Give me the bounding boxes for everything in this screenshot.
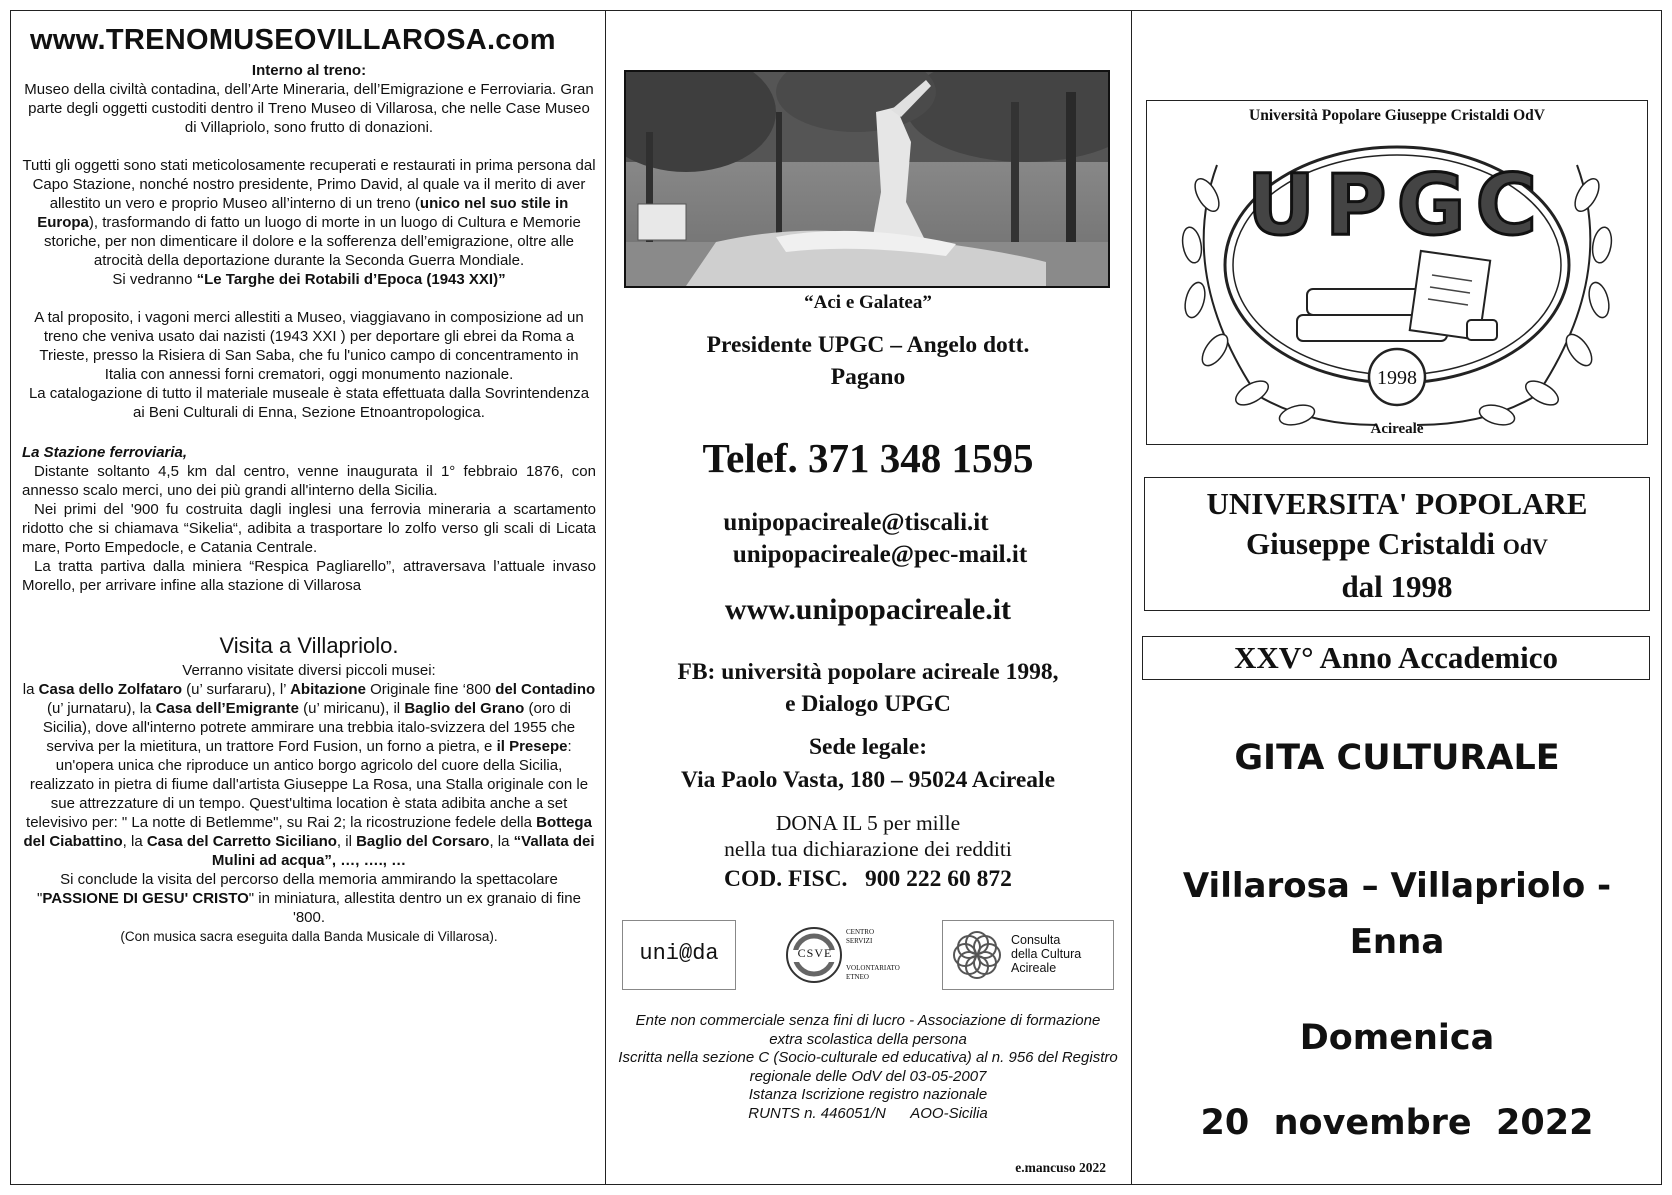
- codice-fiscale: COD. FISC. 900 222 60 872: [724, 866, 1012, 892]
- signature: e.mancuso 2022: [1015, 1160, 1106, 1175]
- csve-text: CSVE: [797, 946, 833, 960]
- paragraph-3: A tal proposito, i vagoni merci allestiti a Museo, viaggiavano in composizione ad un treno che veniva usato dai nazisti (1943 XXI ) per deportare gli ebrei da Roma a Trieste, presso la Risiera di San Saba, che fu l'unico campo di concentramento in Italia con annessi forni crematori, oggi monumento nazionale.: [34, 309, 584, 383]
- visita-b: del Contadino: [495, 681, 596, 698]
- visita-b: “Vallata dei Mulini ad acqua”, …, …., …: [211, 833, 595, 869]
- paragraph-1: Museo della civiltà contadina, dell’Arte Mineraria, dell’Emigrazione e Ferroviaria. Gran parte degli oggetti custoditi dentro il Treno Museo di Villarosa, che nelle Case Museo di Villapriolo, sono frutto di donazioni.: [24, 81, 594, 136]
- university-name-box: [1144, 477, 1650, 611]
- trip-day: Domenica: [1299, 1018, 1495, 1058]
- fb-line1: FB: università popolare acireale 1998,: [677, 659, 1059, 685]
- gita-title: GITA CULTURALE: [1234, 738, 1560, 778]
- univ-line3: dal 1998: [1341, 569, 1453, 604]
- csve-s1: CENTRO: [846, 928, 874, 936]
- visita-t: : un'opera unica che riproduce un antico borgo agricolo del cuore della Sicilia, realizzato in pietra di fiume dall'artista Giuseppe La Rosa, una Stalla originale con le sue attrezzature di un tempo. Quest'ultima location è stata adibita anche a set televisivo per: " La notte di Betlemme", su Rai 2; la ricostruzione fedele della: [26, 738, 589, 831]
- csve-s4: ETNEO: [846, 973, 869, 981]
- sede-legale: [606, 731, 1130, 797]
- consulta-logo: [942, 920, 1114, 990]
- logo-year: 1998: [1377, 367, 1417, 389]
- paragraph-2: [22, 156, 596, 289]
- csve-s2: SERVIZI: [846, 937, 873, 945]
- trip-date: 20 novembre 2022: [1200, 1103, 1594, 1143]
- univ-line2: [1145, 524, 1649, 567]
- presidente: [606, 329, 1130, 393]
- stazione-title: La Stazione ferroviaria,: [22, 444, 188, 461]
- aci-galatea-photo: [624, 70, 1110, 288]
- dona-line1: DONA IL 5 per mille: [775, 811, 961, 835]
- visita-t: (u’ miricanu), il: [299, 700, 405, 717]
- csve-logo: [780, 920, 898, 990]
- visita-b: Casa dello Zolfataro: [38, 681, 183, 698]
- visita-b: Abitazione: [290, 681, 366, 698]
- visita-b: Casa dell’Emigrante: [155, 700, 300, 717]
- statue-photo-graphic: [626, 72, 1108, 286]
- consulta-t3: Acireale: [1011, 961, 1057, 975]
- univ-odv: OdV: [1502, 534, 1548, 559]
- csve-small-text: [846, 928, 900, 982]
- visita-t: (oro di Sicilia), dove all'interno potrete ammirare una trebbia italo-svizzera del 1955 che serviva per la mietitura, un trattore Ford Fusion, un forno a pietra, e: [42, 700, 576, 755]
- consulta-text: [1011, 933, 1081, 975]
- p2-text-2: ), trasformando di fatto un luogo di morte in un luogo di Cultura e Memorie storiche, per non dimenticare il dolore e la sofferenza dell’emigrazione, oltre alle atrocità della deportazione durante la Seconda Guerra Mondiale.: [43, 214, 581, 269]
- visita-b: PASSIONE DI GESU' CRISTO: [42, 890, 249, 907]
- paragraph-5: Distante soltanto 4,5 km dal centro, venne inaugurata il 1° febbraio 1876, con annesso scalo merci, uno dei più grandi all'interno della Sicilia.: [22, 463, 596, 499]
- paragraph-7: La tratta partiva dalla miniera “Respica Pagliarello”, attraversava l’attuale invaso Morello, per arrivare infine alla stazione di Villarosa: [22, 558, 596, 594]
- p2-bold: unico nel suo stile in Europa: [37, 195, 569, 231]
- visita-t: , la: [122, 833, 147, 850]
- univ-name: Giuseppe Cristaldi: [1246, 526, 1503, 561]
- sede-address: Via Paolo Vasta, 180 – 95024 Acireale: [680, 767, 1056, 793]
- upgc-logo: [1146, 100, 1648, 445]
- visita-t: , il: [336, 833, 357, 850]
- divider-right: [1131, 10, 1132, 1185]
- visita-b: Casa del Carretto Siciliano: [146, 833, 337, 850]
- visita-b: Bottega del Ciabattino: [23, 814, 592, 850]
- legal-note: [618, 1012, 1118, 1123]
- note-line4: RUNTS n. 446051/N AOO-Sicilia: [748, 1104, 988, 1122]
- p2-targhe: “Le Targhe dei Rotabili d’Epoca (1943 XXI)”: [196, 271, 506, 288]
- consulta-t2: della Cultura: [1011, 947, 1082, 961]
- association-website[interactable]: www.unipopacireale.it: [724, 593, 1012, 626]
- middle-column: [606, 10, 1130, 1185]
- email-2[interactable]: unipopacireale@pec-mail.it: [732, 541, 1028, 568]
- consulta-flower-icon: [949, 927, 1005, 983]
- visita-t: (u’ jurnataru), la: [46, 700, 156, 717]
- photo-caption: “Aci e Galatea”: [804, 292, 932, 313]
- consulta-t1: Consulta: [1011, 933, 1061, 947]
- unieda-text: uni@da: [639, 941, 719, 966]
- facebook-info: [606, 656, 1130, 720]
- emails: [606, 507, 1130, 571]
- logo-header: Università Popolare Giuseppe Cristaldi OdV: [1249, 107, 1545, 124]
- visita-t: , la: [489, 833, 514, 850]
- email-1[interactable]: unipopacireale@tiscali.it: [723, 509, 989, 536]
- visita-b: Baglio del Corsaro: [356, 833, 490, 850]
- visita-t: " in miniatura, allestita dentro un ex granaio di fine '800.: [248, 890, 581, 926]
- univ-line1: UNIVERSITA' POPOLARE: [1206, 486, 1588, 521]
- dona-5-per-mille: [606, 810, 1130, 862]
- csve-s3: VOLONTARIATO: [846, 964, 900, 972]
- destinations: [1134, 858, 1660, 970]
- destination-line1: Villarosa – Villapriolo -: [1182, 866, 1612, 906]
- visita-t: Si conclude la visita del percorso della memoria ammirando la spettacolare ": [37, 871, 558, 907]
- p2-text-3: Si vedranno: [112, 271, 197, 288]
- visita-intro: Verranno visitate diversi piccoli musei:: [182, 662, 436, 679]
- visita-t: Originale fine ‘800: [365, 681, 496, 698]
- note-line2: Iscritta nella sezione C (Socio-culturale ed educativa) al n. 956 del Registro regionale delle OdV del 03-05-2007: [618, 1049, 1118, 1085]
- visita-text: [22, 661, 596, 946]
- unieda-logo: [622, 920, 736, 990]
- visita-t: (u’ surfararu), l’: [182, 681, 291, 698]
- destination-line2: Enna: [1349, 922, 1445, 962]
- paragraph-4: La catalogazione di tutto il materiale museale è stata effettuata dalla Sovrintendenza ai Beni Culturali di Enna, Sezione Etnoantropologica.: [28, 385, 590, 421]
- right-column: [1134, 10, 1660, 1185]
- note-line3: Istanza Iscrizione registro nazionale: [748, 1086, 988, 1103]
- sede-title: Sede legale:: [808, 734, 928, 760]
- logo-letters: UPGC: [1246, 156, 1548, 254]
- partner-logos: [616, 920, 1120, 992]
- visita-b: Baglio del Grano: [404, 700, 525, 717]
- presidente-line2: Pagano: [830, 364, 906, 390]
- visita-b: il Presepe: [496, 738, 568, 755]
- note-line1: Ente non commerciale senza fini di lucro - Associazione di formazione extra scolastica della persona: [635, 1012, 1101, 1048]
- dona-line2: nella tua dichiarazione dei redditi: [724, 837, 1012, 861]
- visita-title: Visita a Villapriolo.: [219, 633, 399, 658]
- visita-musica: (Con musica sacra eseguita dalla Banda Musicale di Villarosa).: [120, 929, 498, 944]
- logo-city: Acireale: [1370, 421, 1424, 437]
- anno-accademico: XXV° Anno Accademico: [1142, 636, 1650, 680]
- presidente-line1: Presidente UPGC – Angelo dott.: [706, 332, 1030, 358]
- phone-number: Telef. 371 348 1595: [702, 435, 1034, 481]
- museum-website: www.TRENOMUSEOVILLAROSA.com: [30, 24, 556, 56]
- visita-t: la: [22, 681, 39, 698]
- interno-title: Interno al treno:: [251, 62, 367, 79]
- fb-line2: e Dialogo UPGC: [785, 691, 951, 717]
- paragraph-6: Nei primi del '900 fu costruita dagli inglesi una ferrovia mineraria a scartamento ridotto che si chiamava “Sikelia“, adibita a trasportare lo zolfo verso gli scali di Licata mare, Porto Empedocle, e Catania Centrale.: [22, 501, 596, 556]
- left-column: [14, 10, 602, 1185]
- p2-text: Tutti gli oggetti sono stati meticolosamente recuperati e restaurati in prima persona dal Capo Stazione, nonché nostro presidente, Primo David, al quale va il merito di aver allestito un vero e proprio Museo all’interno di un treno (: [22, 157, 596, 212]
